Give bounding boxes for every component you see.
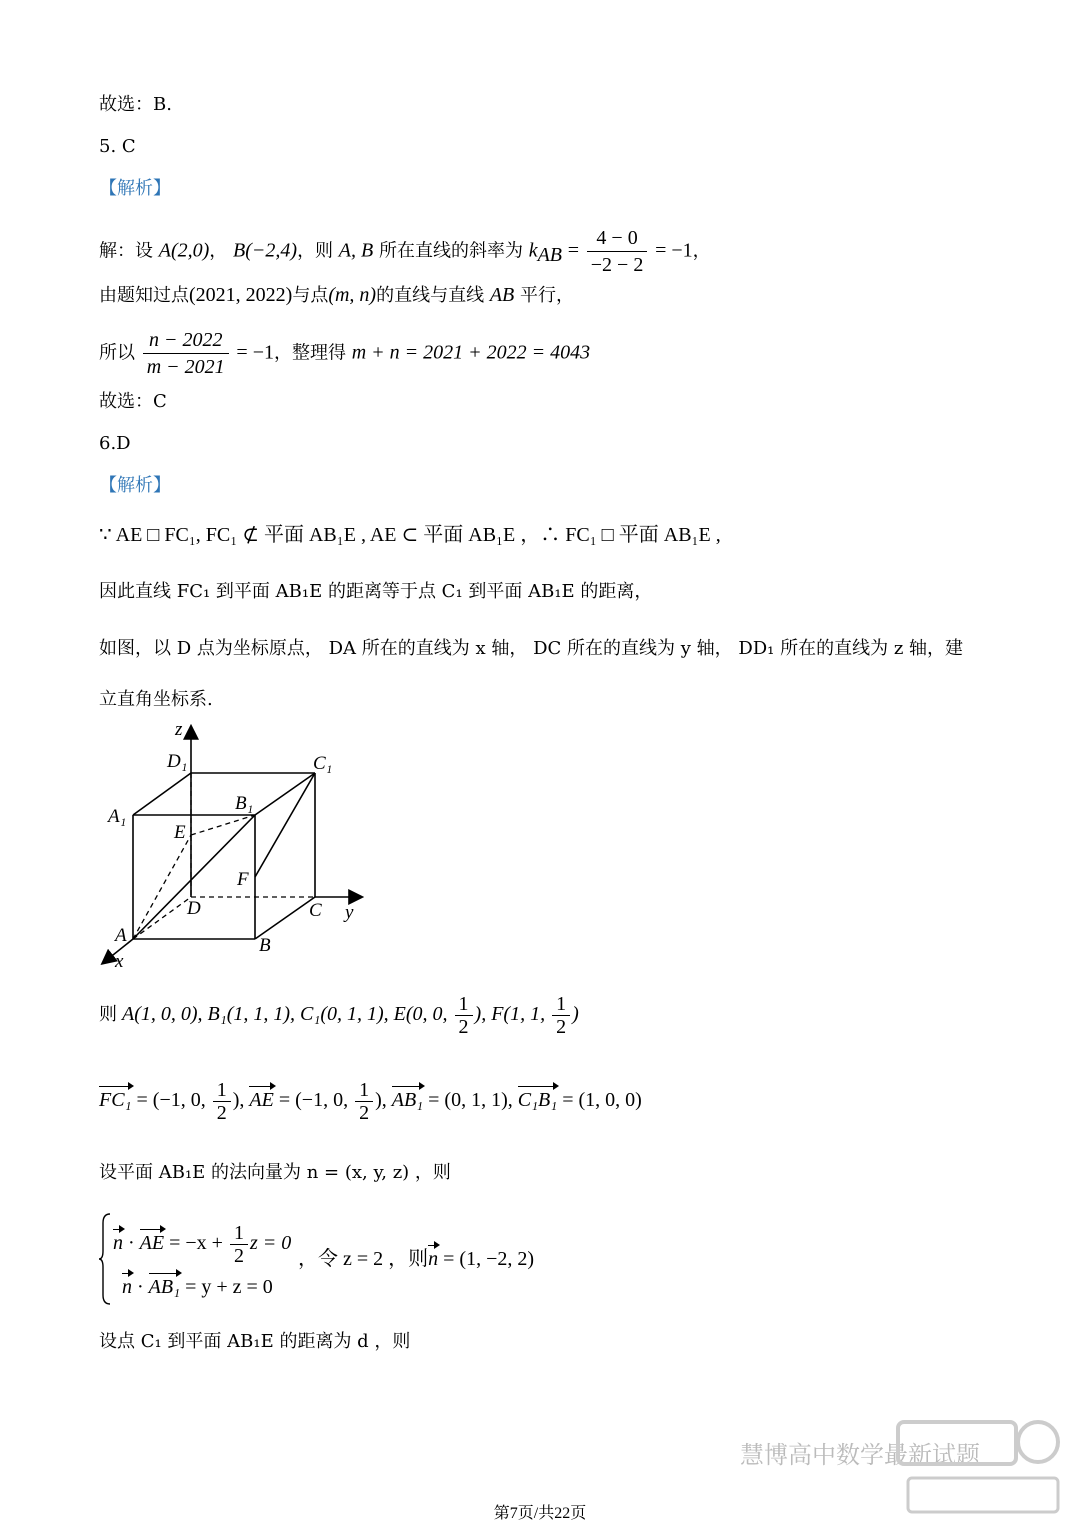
vertex-D: D (187, 898, 201, 919)
solution-line: 解：设 A(2,0)， B(−2,4)，则 A, B 所在直线的斜率为 $k_{AB}$ = $\frac{4 - 0}{-2 - 2}$ = −1， (99, 227, 711, 276)
text-line: 故选：B. (99, 94, 172, 115)
analysis-tag: 【解析】 (99, 178, 171, 199)
fraction: $\frac{n - 2022}{m - 2021}$ (143, 327, 229, 380)
slope-fraction: $\frac{4 - 0}{-2 - 2}$ (587, 225, 648, 278)
page-footer: 第7页/共22页 (493, 1505, 587, 1522)
vertex-B1: B₁ (235, 793, 254, 814)
vertex-B: B (259, 935, 271, 956)
text-line: 设点 C₁ 到平面 AB₁E 的距离为 d ，则 (99, 1331, 411, 1352)
vertex-A1: A₁ (108, 806, 127, 827)
vectors-line: FC₁ = (−1, 0, $\frac{1}{2}$ ), AE = (−1, 0, $\frac{1}{2}$ ), AB₁ = (0, 1, 1), C₁B₁ = (1, 0, 0) (99, 1079, 642, 1124)
cube-diagram (95, 715, 375, 975)
text-line: 由题知过点(2021, 2022)与点(m, n)的直线与直线 AB 平行， (99, 284, 574, 306)
analysis-tag: 【解析】 (99, 475, 171, 496)
vertex-D1: D₁ (167, 751, 188, 772)
text-line: 如图，以 D 点为坐标原点， DA 所在的直线为 x 轴， DC 所在的直线为 y 轴， DD₁ 所在的直线为 z 轴，建 (99, 638, 964, 659)
point-F: F (237, 869, 249, 890)
watermark-text: 慧博高中数学最新试题 (740, 1441, 980, 1469)
z-axis-label: z (175, 719, 183, 740)
system-conclusion: ，令 z = 2 ，则n = (1, −2, 2) (298, 1248, 535, 1270)
vertex-C: C (309, 900, 322, 921)
system-brace (99, 1213, 111, 1305)
x-axis-label: x (115, 951, 124, 972)
text-line: 设平面 AB₁E 的法向量为 n = (x, y, z) ，则 (99, 1162, 451, 1183)
point-E: E (174, 822, 186, 843)
equation-line: 所以 $\frac{n - 2022}{m - 2021}$ = −1，整理得 m + n = 2021 + 2022 = 4043 (99, 329, 591, 378)
text-line: ∵ AE □ FC₁, FC₁ ⊄ 平面 AB₁E , AE ⊂ 平面 AB₁E ，∴ FC₁ □ 平面 AB₁E , (99, 524, 721, 546)
vertex-C1: C₁ (313, 753, 333, 774)
system-eq-1: n · AE = −x + $\frac{1}{2}$ z = 0 (113, 1222, 292, 1267)
y-axis-label: y (345, 902, 354, 923)
text-line: 因此直线 FC₁ 到平面 AB₁E 的距离等于点 C₁ 到平面 AB₁E 的距离， (99, 581, 653, 602)
coordinates-line: 则 A(1, 0, 0), B₁(1, 1, 1), C₁(0, 1, 1), E(0, 0, $\frac{1}{2}$ ), F(1, 1, $\frac{1}{2}$ ) (99, 993, 579, 1038)
question-number: 6.D (99, 433, 131, 454)
text-line: 故选：C (99, 391, 167, 412)
text-line: 立直角坐标系. (99, 689, 213, 710)
vertex-A: A (115, 925, 127, 946)
question-number: 5. C (99, 136, 136, 157)
system-eq-2: n · AB₁ = y + z = 0 (122, 1276, 273, 1298)
